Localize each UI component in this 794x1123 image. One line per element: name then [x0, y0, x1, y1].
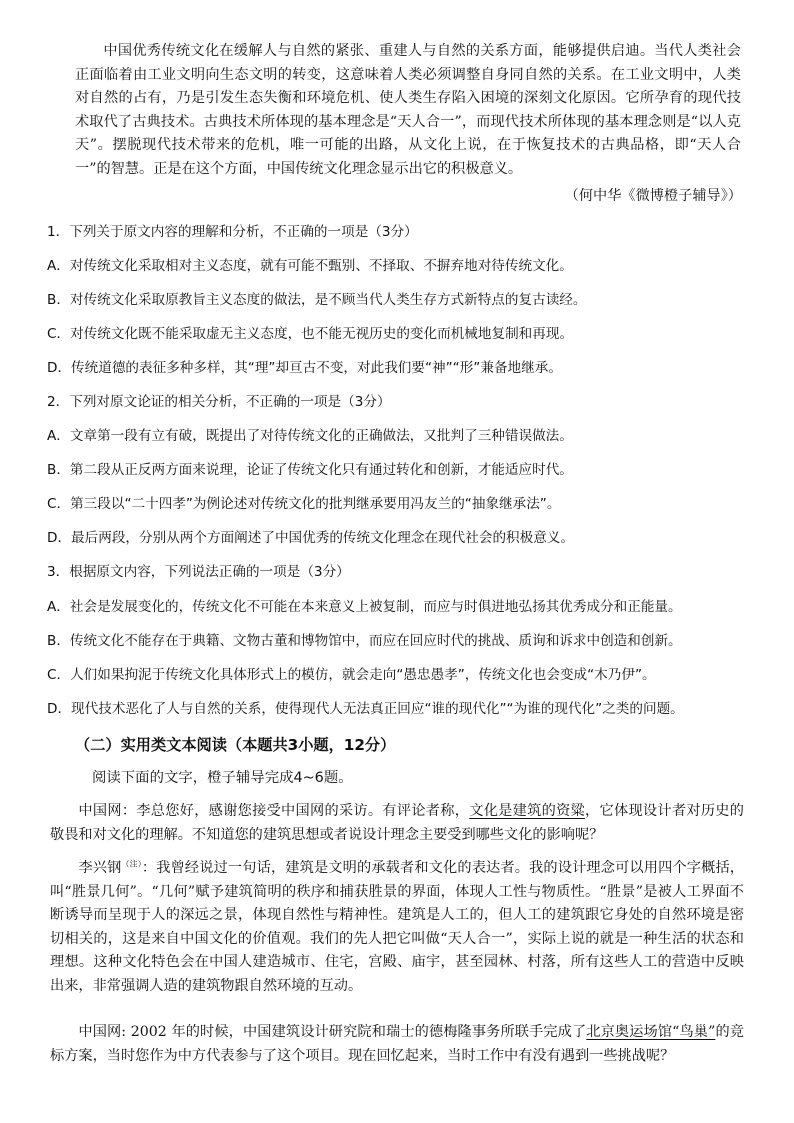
question-1-stem: 1．下列关于原文内容的理解和分析，不正确的一项是（3分） — [47, 224, 418, 240]
footnote-marker: （注） — [121, 859, 142, 869]
passage-source: （何中华《微博橙子辅导》） — [564, 188, 742, 204]
question-3-stem: 3．根据原文内容，下列说法正确的一项是（3分） — [47, 564, 350, 580]
interviewee-name: 李兴钢 — [78, 860, 122, 876]
question-3-option-d: D．现代技术恶化了人与自然的关系，使得现代人无法真正回应“谁的现代化”“为谁的现代化”之类的问题。 — [47, 701, 684, 717]
interview-p1-text-after: ，它体现设计者对历史的敬畏和对文化的理解。不知道您的建筑思想或者说设计理念主要受到哪些文化的影响呢？ — [50, 803, 744, 843]
question-2-option-a: A．文章第一段有立有破，既提出了对待传统文化的正确做法，又批判了三种错误做法。 — [47, 428, 573, 444]
interview-p2-text: ：我曾经说过一句话，建筑是文明的承载者和文化的表达者。我的设计理念可以用四个字概括，叫“胜景几何”。“几何”赋予建筑简明的秩序和捕获胜景的界面，体现人工性与物质性。“胜景”是被人工界面不断诱导而呈现于人的深远之景，体现自然性与精神性。建筑是人工的，但人工的建筑跟它身处的自然环境是密切相关的，这是来自中国文化的价值观。我们的先人把它叫做“天人合一”，实际上说的就是一种生活的状态和理想。这种文化特色会在中国人建造城市、住宅，宫殿、庙宇，甚至园林、村落，所有这些人工的营造中反映出来，非常强调人造的建筑物跟自然环境的互动。 — [50, 860, 744, 994]
question-2-option-c: C．第三段以“二十四孝”为例论述对传统文化的批判继承要用冯友兰的“抽象继承法”。 — [47, 496, 561, 512]
section-instruction: 阅读下面的文字，橙子辅导完成4~6题。 — [92, 770, 353, 786]
question-3-option-b: B．传统文化不能存在于典籍、文物古董和博物馆中，而应在回应时代的挑战、质询和诉求中创造和创新。 — [47, 633, 682, 649]
interview-p3-underlined: 北京奥运场馆“鸟巢” — [586, 1024, 716, 1040]
section-title: （二）实用类文本阅读（本题共3小题，12分） — [75, 736, 396, 754]
passage-paragraph: 中国优秀传统文化在缓解人与自然的紧张、重建人与自然的关系方面，能够提供启迪。当代人类社会正面临着由工业文明向生态文明的转变，这意味着人类必须调整自身同自然的关系。在工业文明中，人类对自然的占有，乃是引发生态失衡和环境危机、使人类生存陷入困境的深刻文化原因。它所孕育的现代技术取代了古典技术。古典技术所体现的基本理念是“天人合一”，而现代技术所体现的基本理念则是“以人克天”。摆脱现代技术带来的危机，唯一可能的出路，从文化上说，在于恢复技术的古典品格，即“天人合一”的智慧。正是在这个方面，中国传统文化理念显示出它的积极意义。 — [75, 43, 741, 177]
interview-paragraph-2 — [50, 857, 744, 998]
question-1-option-b: B．对传统文化采取原教旨主义态度的做法，是不顾当代人类生存方式新特点的复古读经。 — [47, 292, 587, 308]
question-3-option-a: A．社会是发展变化的，传统文化不可能在本来意义上被复制，而应与时俱进地弘扬其优秀成分和正能量。 — [47, 599, 682, 615]
interview-paragraph-1 — [50, 800, 744, 847]
question-1-option-a: A．对传统文化采取相对主义态度，就有可能不甄别、不择取、不摒弃地对待传统文化。 — [47, 258, 573, 274]
question-2-stem: 2．下列对原文论证的相关分析，不正确的一项是（3分） — [47, 394, 391, 410]
question-3-option-c: C．人们如果拘泥于传统文化具体形式上的模仿，就会走向“愚忠愚孝”，传统文化也会变成“木乃伊”。 — [47, 667, 656, 683]
question-1-option-d: D．传统道德的表征多种多样，其“理”却亘古不变，对此我们要“神”“形”兼备地继承。 — [47, 360, 562, 376]
interview-p1-text-before: 中国网：李总您好，感谢您接受中国网的采访。有评论者称， — [78, 803, 470, 819]
interview-p3-text-before: 中国网: 2002 年的时候，中国建筑设计研究院和瑞士的德梅隆事务所联手完成了 — [78, 1024, 587, 1040]
interview-p3-text-after: 的竞标方案，当时您作为中方代表参与了这个项目。现在回忆起来，当时工作中有没有遇到一些挑战呢？ — [50, 1024, 744, 1064]
question-2-option-b: B．第二段从正反两方面来说理，论证了传统文化只有通过转化和创新，才能适应时代。 — [47, 462, 573, 478]
interview-p1-underlined: 文化是建筑的资粱 — [469, 803, 586, 819]
question-1-option-c: C．对传统文化既不能采取虚无主义态度，也不能无视历史的变化而机械地复制和再现。 — [47, 326, 574, 342]
interview-paragraph-3 — [50, 1021, 744, 1068]
question-2-option-d: D．最后两段，分别从两个方面阐述了中国优秀的传统文化理念在现代社会的积极意义。 — [47, 530, 575, 546]
